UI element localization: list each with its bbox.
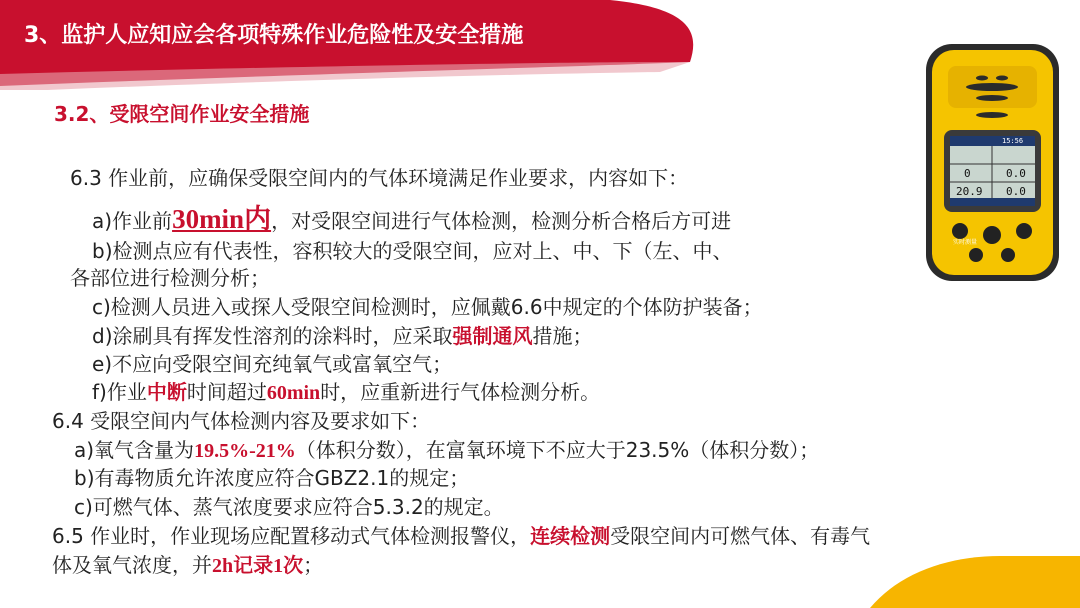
- text: 时间超过: [186, 380, 267, 404]
- highlight-text: 60min: [266, 382, 321, 404]
- highlight-text: 19.5%-21%: [194, 440, 296, 462]
- device-screen-time: 15:56: [1002, 137, 1024, 145]
- clause-6-3-a: [92, 197, 731, 236]
- highlight-text: 2h记录1次: [212, 555, 304, 577]
- text: 6.3 作业前，应确保受限空间内的气体环境满足作业要求，内容如下：: [70, 166, 689, 190]
- clause-6-5-cont: [52, 549, 323, 578]
- clause-6-3-c: [92, 291, 763, 320]
- clause-6-4: [52, 405, 430, 434]
- clause-6-5: [52, 520, 870, 549]
- text: f)作业: [92, 380, 147, 404]
- text: 各部位进行检测分析；: [70, 266, 270, 290]
- device-screen-button: 实时测量: [953, 239, 978, 246]
- device-reading-4: 0.0: [1006, 185, 1026, 198]
- text: 6.4 受限空间内气体检测内容及要求如下：: [52, 409, 431, 433]
- device-reading-2: 0.0: [1006, 167, 1026, 180]
- highlight-text: 连续检测: [530, 526, 611, 548]
- text: d)涂刷具有挥发性溶剂的涂料时，应采取: [92, 324, 453, 348]
- clause-6-4-c: [74, 491, 504, 520]
- text: 体及氧气浓度，并: [52, 553, 212, 577]
- device-reading-3: 20.9: [956, 185, 983, 198]
- page-title: 3、监护人应知应会各项特殊作业危险性及安全措施: [24, 23, 524, 48]
- clause-6-3-f: [92, 376, 600, 405]
- text: ；: [303, 553, 324, 577]
- highlight-text: 中断: [146, 382, 187, 404]
- text: a)作业前: [92, 209, 173, 233]
- section-subtitle: 3.2、受限空间作业安全措施: [54, 102, 310, 126]
- clause-6-3-d: [92, 320, 593, 349]
- text: a)氧气含量为: [74, 438, 195, 462]
- clause-6-4-a: [74, 434, 819, 463]
- gas-detector-icon: [920, 40, 1065, 290]
- text: （体积分数），在富氧环境下不应大于23.5%（体积分数）；: [295, 438, 820, 462]
- text: 时，应重新进行气体检测分析。: [320, 380, 601, 404]
- clause-6-3-b: [92, 235, 733, 264]
- text: e)不应向受限空间充纯氧气或富氧空气；: [92, 352, 453, 376]
- text: c)检测人员进入或探人受限空间检测时，应佩戴6.6中规定的个体防护装备；: [92, 295, 763, 319]
- highlight-text: 30min内: [172, 204, 272, 234]
- clause-6-3: [70, 162, 688, 191]
- text: b)检测点应有代表性，容积较大的受限空间，应对上、中、下（左、中、: [92, 239, 733, 263]
- text: ，对受限空间进行气体检测，检测分析合格后方可进: [271, 209, 732, 233]
- device-reading-1: 0: [964, 167, 971, 180]
- highlight-text: 强制通风: [452, 326, 533, 348]
- clause-6-3-b-cont: [70, 262, 270, 291]
- clause-6-4-b: [74, 462, 469, 491]
- text: b)有毒物质允许浓度应符合GBZ2.1的规定；: [74, 466, 470, 490]
- text: c)可燃气体、蒸气浓度要求应符合5.3.2的规定。: [74, 495, 504, 519]
- header-banner: [0, 0, 1080, 90]
- text: 6.5 作业时，作业现场应配置移动式气体检测报警仪，: [52, 524, 531, 548]
- text: 措施；: [532, 324, 593, 348]
- clause-6-3-e: [92, 348, 452, 377]
- text: 受限空间内可燃气体、有毒气: [610, 524, 871, 548]
